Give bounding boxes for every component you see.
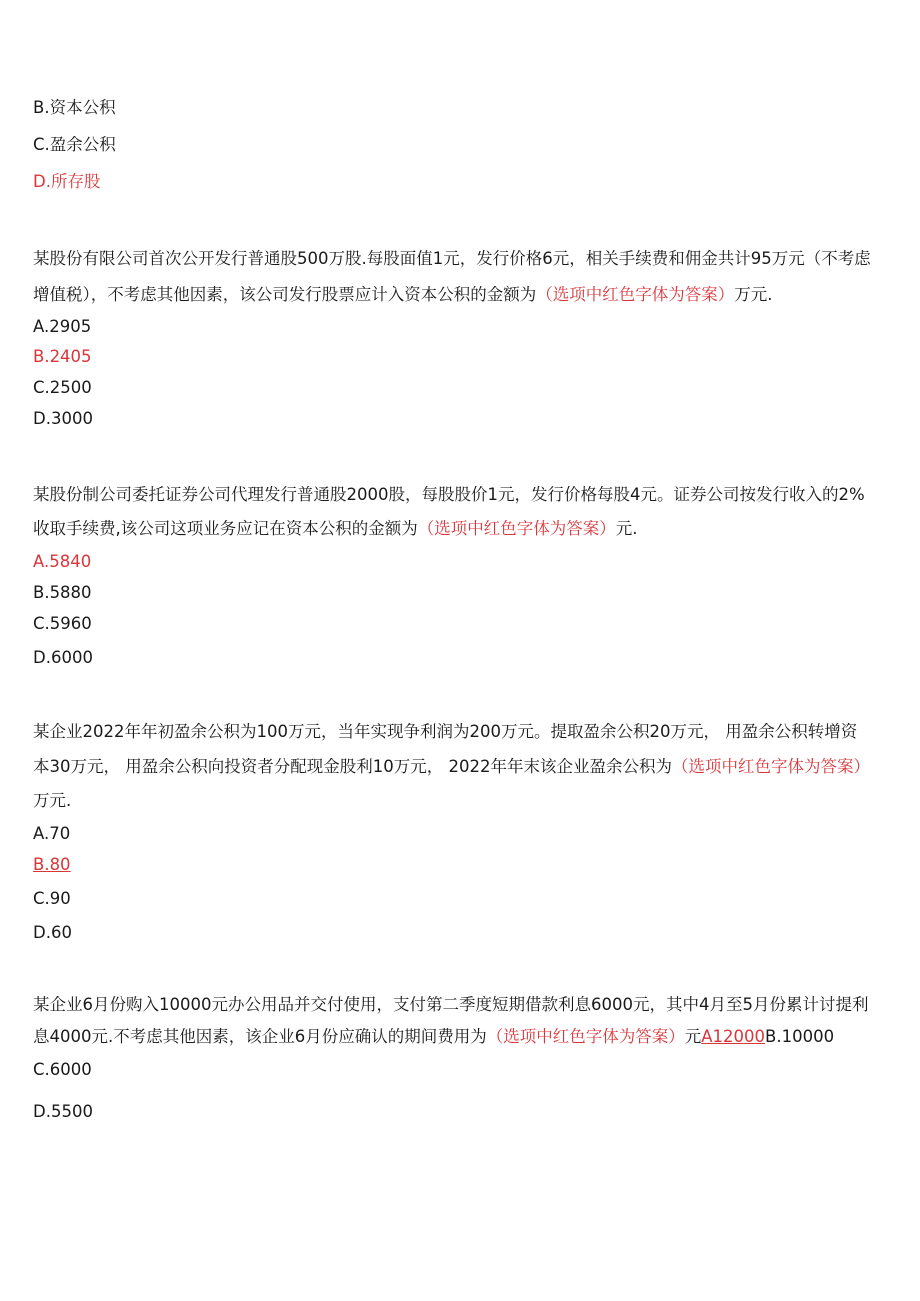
q4-answer-hint: （选项中红色字体为答案） <box>486 1027 685 1046</box>
q4-stem-line2 <box>33 1026 834 1048</box>
q1-stem-text: 增值税），不考虑其他因素，该公司发行股票应计入资本公积的金额为 <box>33 285 537 304</box>
q1-stem-line1: 某股份有限公司首次公开发行普通股500万股.每股面值1元，发行价格6元，相关手续费和佣金共计95万元（不考虑 <box>33 249 871 268</box>
q3-option-c: C.90 <box>33 889 71 908</box>
q2-stem-line2 <box>33 518 638 540</box>
q3-option-a: A.70 <box>33 824 71 843</box>
q2-option-b: B.5880 <box>33 583 92 602</box>
option-b: B.资本公积 <box>33 98 116 117</box>
q2-option-c: C.5960 <box>33 614 92 633</box>
q1-stem-line2 <box>33 284 773 306</box>
q2-unit: 元. <box>615 519 638 538</box>
q2-stem-text: 收取手续费,该公司这项业务应记在资本公积的金额为 <box>33 519 418 538</box>
option-d-answer: D.所存股 <box>33 172 101 191</box>
q2-option-a-answer: A.5840 <box>33 552 92 571</box>
q2-answer-hint: （选项中红色字体为答案） <box>417 519 616 538</box>
q4-unit: 元 <box>684 1027 702 1046</box>
q3-option-d: D.60 <box>33 923 72 942</box>
q3-stem-line2 <box>33 756 870 778</box>
q3-stem-line3: 万元. <box>33 791 72 810</box>
q4-option-c: C.6000 <box>33 1060 92 1079</box>
option-c: C.盈余公积 <box>33 135 116 154</box>
q3-stem-text: 本30万元， 用盈余公积向投资者分配现金股利10万元， 2022年年末该企业盈余公积为 <box>33 757 672 776</box>
q1-answer-hint: （选项中红色字体为答案） <box>536 285 735 304</box>
q1-option-a: A.2905 <box>33 317 92 336</box>
q2-stem-line1: 某股份制公司委托证券公司代理发行普通股2000股，每股股价1元，发行价格每股4元。证券公司按发行收入的2% <box>33 485 865 504</box>
q2-option-d: D.6000 <box>33 648 93 667</box>
q3-stem-line1: 某企业2022年年初盈余公积为100万元，当年实现争利润为200万元。提取盈余公积20万元， 用盈余公积转增资 <box>33 722 858 741</box>
q1-option-b-answer: B.2405 <box>33 347 92 366</box>
q4-option-b: B.10000 <box>765 1027 835 1046</box>
q1-option-d: D.3000 <box>33 409 93 428</box>
q4-stem-text: 息4000元.不考虑其他因素，该企业6月份应确认的期间费用为 <box>33 1027 487 1046</box>
q3-answer-hint: （选项中红色字体为答案） <box>671 757 870 776</box>
q4-stem-line1: 某企业6月份购入10000元办公用品并交付使用，支付第二季度短期借款利息6000元，其中4月至5月份累计讨提利 <box>33 995 869 1014</box>
q1-option-c: C.2500 <box>33 378 92 397</box>
q4-option-d: D.5500 <box>33 1102 93 1121</box>
q4-option-a-answer: A12000 <box>701 1027 766 1046</box>
q3-option-b-answer: B.80 <box>33 855 71 874</box>
q1-unit: 万元. <box>734 285 773 304</box>
